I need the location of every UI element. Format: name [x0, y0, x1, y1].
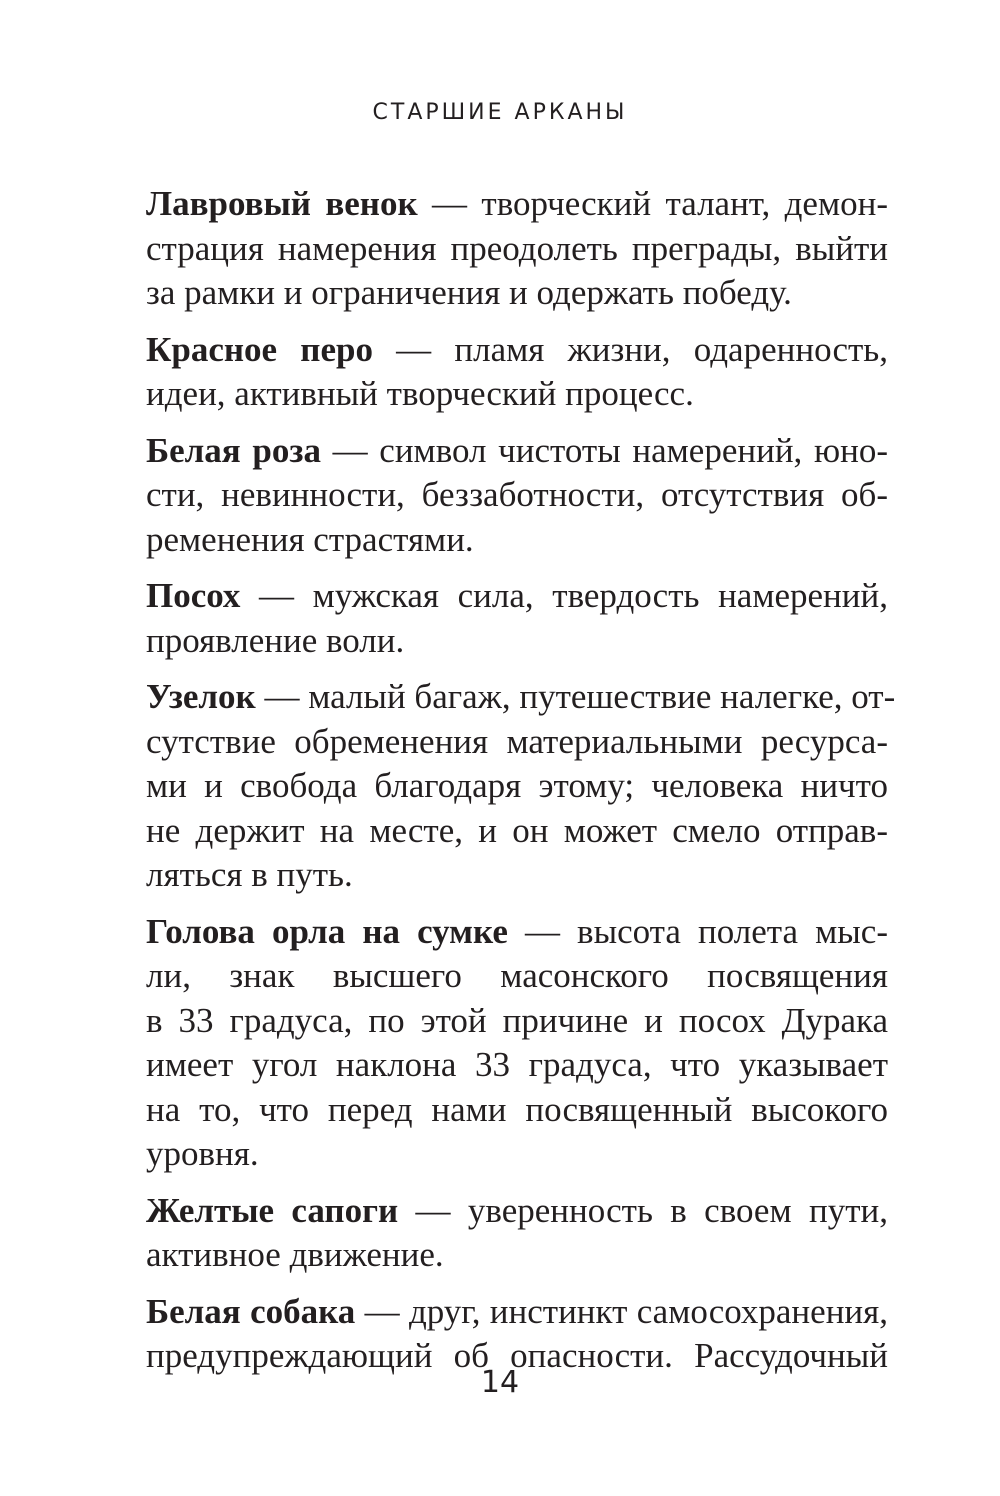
entry-term: Посох [146, 576, 241, 615]
entry-line: не держит на месте, и он может смело отправ- [146, 810, 888, 850]
entry-laurel-wreath [146, 182, 888, 316]
entry-term: Узелок [146, 677, 256, 716]
entry-line: — символ чистоты намерений, юно- [320, 430, 888, 470]
entry-line: — пламя жизни, одаренность, [372, 329, 889, 369]
entry-term: Желтые сапоги [146, 1190, 399, 1230]
entry-term: Белая роза [146, 430, 321, 470]
entry-line: имеет угол наклона 33 градуса, что указывает [146, 1045, 888, 1084]
entry-line: — малый багаж, путешествие налегке, от- [255, 677, 896, 716]
entry-staff [146, 574, 888, 663]
entry-white-rose [146, 429, 888, 563]
entry-line: идеи, активный творческий процесс. [146, 374, 694, 413]
entry-line: страция намерения преодолеть преграды, выйти [146, 228, 888, 268]
entry-line: сти, невинности, беззаботности, отсутствия об- [146, 475, 888, 514]
entry-line: предупреждающий об опасности. Рассудочный [146, 1336, 888, 1375]
entry-term: Белая собака [146, 1291, 356, 1331]
entry-line: уровня. [146, 1134, 259, 1173]
entry-red-feather [146, 328, 888, 417]
running-head: СТАРШИЕ АРКАНЫ [372, 100, 628, 125]
body-text [146, 182, 896, 1391]
entry-line: в 33 градуса, по этой причине и посох Дурака [146, 1000, 888, 1040]
entry-line: активное движение. [146, 1235, 444, 1274]
entry-term: Красное перо [146, 329, 373, 369]
entry-eagle-head [146, 910, 888, 1177]
entry-line: ли, знак высшего масонского посвящения [146, 956, 888, 995]
entry-line: ми и свобода благодаря этому; человека ничто [146, 766, 888, 805]
entry-line: ляться в путь. [146, 855, 353, 894]
entry-term: Лавровый венок [146, 184, 418, 223]
entry-term: Голова орла на сумке [146, 911, 508, 951]
entry-line: — высота полета мыс- [507, 911, 888, 951]
entry-line: за рамки и ограничения и одержать победу. [146, 273, 792, 312]
entry-line: ременения страстями. [146, 519, 474, 559]
entry-line: проявление воли. [146, 620, 405, 660]
entry-line: — уверенность в своем пути, [398, 1190, 888, 1230]
entry-line: сутствие обременения материальными ресурса- [146, 721, 888, 761]
entry-line: — творческий талант, демон- [417, 184, 888, 223]
entry-line: на то, что перед нами посвященный высокого [146, 1089, 888, 1129]
entry-line: — друг, инстинкт самосохранения, [355, 1291, 888, 1331]
entry-bundle [146, 675, 896, 898]
page-number: 14 [480, 1365, 520, 1400]
entry-yellow-boots [146, 1189, 888, 1278]
entry-line: — мужская сила, твердость намерений, [240, 576, 888, 615]
